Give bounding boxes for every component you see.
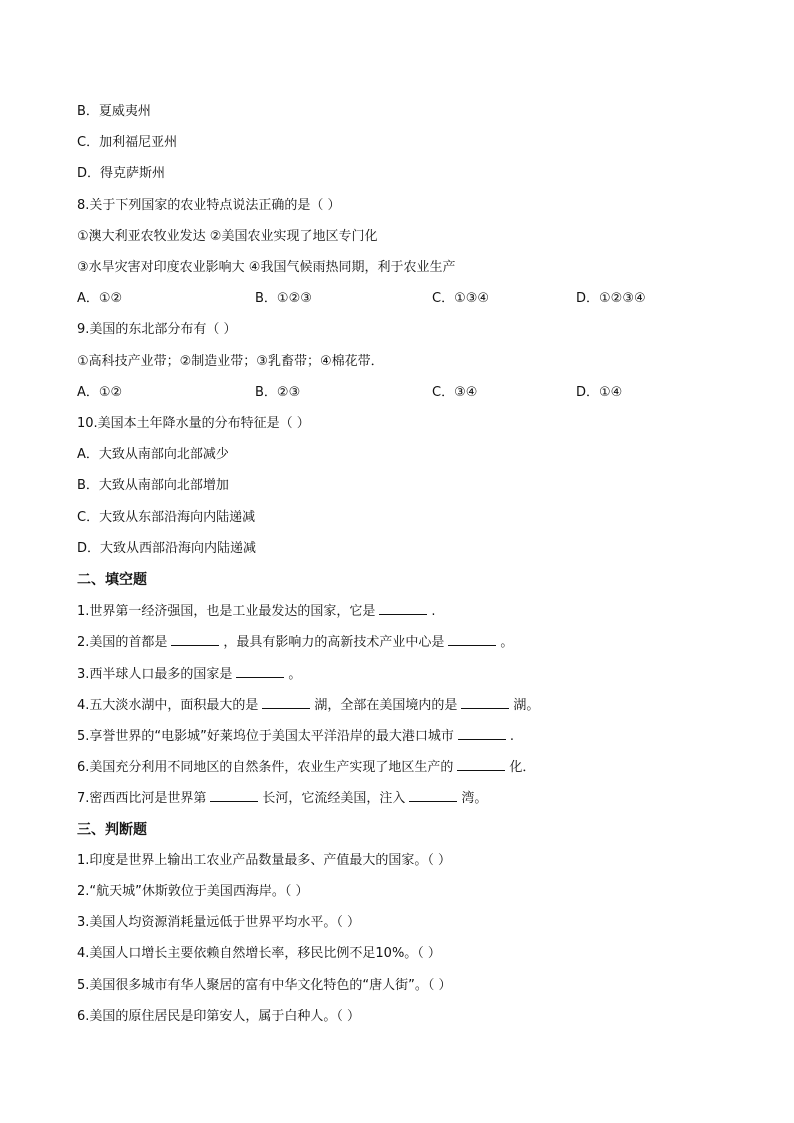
- answer-blank: [210, 788, 258, 802]
- fill-q2-end: 。: [500, 635, 514, 650]
- fill-q2-mid: ，最具有影响力的高新技术产业中心是: [223, 635, 445, 650]
- judge-question-2: 2.“航天城”休斯敦位于美国西海岸。（ ）: [77, 884, 309, 899]
- answer-blank: [448, 632, 496, 646]
- fill-q3-text: 3.西半球人口最多的国家是: [77, 667, 233, 682]
- answer-blank: [458, 726, 506, 740]
- judge-question-4: 4.美国人口增长主要依赖自然增长率，移民比例不足10%。（ ）: [77, 946, 441, 961]
- fill-q6-text: 6.美国充分利用不同地区的自然条件，农业生产实现了地区生产的: [77, 760, 454, 775]
- fill-q3-end: 。: [288, 667, 302, 682]
- section-heading-true-false: 三、判断题: [77, 822, 147, 838]
- fill-q5-text: 5.享誉世界的“电影城”好莱坞位于美国太平洋沿岸的最大港口城市: [77, 729, 454, 744]
- q8-statement-2: ③水旱灾害对印度农业影响大 ④我国气候雨热同期，利于农业生产: [77, 260, 456, 275]
- answer-blank: [409, 788, 457, 802]
- fill-q4-mid: 湖，全部在美国境内的是: [314, 698, 458, 713]
- q10-option-b: B．大致从南部向北部增加: [77, 478, 229, 493]
- q8-option-d: D．①②③④: [576, 291, 646, 306]
- answer-blank: [457, 757, 505, 771]
- q9-option-d: D．①④: [576, 385, 623, 400]
- fill-q1-text: 1.世界第一经济强国，也是工业最发达的国家，它是: [77, 604, 376, 619]
- fill-q7-mid: 长河，它流经美国，注入: [262, 791, 406, 806]
- q9-stem: 9.美国的东北部分布有（ ）: [77, 322, 237, 337]
- q7-option-d: D．得克萨斯州: [77, 166, 166, 181]
- q10-option-c: C．大致从东部沿海向内陆递减: [77, 510, 256, 525]
- answer-blank: [171, 632, 219, 646]
- fill-question-5: [77, 726, 514, 746]
- fill-q5-end: .: [509, 729, 515, 744]
- fill-question-6: [77, 757, 535, 777]
- q8-stem: 8.关于下列国家的农业特点说法正确的是（ ）: [77, 198, 341, 213]
- fill-question-2: [77, 632, 513, 652]
- fill-q7-end: 湾。: [461, 791, 488, 806]
- judge-question-3: 3.美国人均资源消耗量远低于世界平均水平。（ ）: [77, 915, 361, 930]
- fill-question-4: [77, 695, 539, 715]
- fill-question-1: [77, 601, 436, 621]
- q10-option-a: A．大致从南部向北部减少: [77, 447, 229, 462]
- judge-question-6: 6.美国的原住居民是印第安人，属于白种人。（ ）: [77, 1009, 361, 1024]
- fill-question-7: [77, 788, 487, 808]
- judge-question-1: 1.印度是世界上输出工农业产品数量最多、产值最大的国家。（ ）: [77, 853, 452, 868]
- section-heading-fill-in: 二、填空题: [77, 572, 147, 588]
- q7-option-c: C．加利福尼亚州: [77, 135, 178, 150]
- judge-question-5: 5.美国很多城市有华人聚居的富有中华文化特色的“唐人街”。（ ）: [77, 978, 452, 993]
- q7-option-b: B．夏威夷州: [77, 104, 151, 119]
- q8-option-c: C．①③④: [432, 291, 490, 306]
- fill-q1-end: .: [431, 604, 436, 619]
- q9-option-b: B．②③: [255, 385, 301, 400]
- q8-option-a: A．①②: [77, 291, 123, 306]
- fill-q7-text: 7.密西西比河是世界第: [77, 791, 207, 806]
- answer-blank: [461, 695, 509, 709]
- q9-statement: ①高科技产业带；②制造业带；③乳畜带；④棉花带．: [77, 354, 384, 369]
- fill-q2-text: 2.美国的首都是: [77, 635, 168, 650]
- fill-q4-text: 4.五大淡水湖中，面积最大的是: [77, 698, 259, 713]
- answer-blank: [236, 664, 284, 678]
- answer-blank: [262, 695, 310, 709]
- fill-question-3: [77, 664, 301, 684]
- q9-option-a: A．①②: [77, 385, 123, 400]
- answer-blank: [379, 601, 427, 615]
- q8-option-b: B．①②③: [255, 291, 312, 306]
- fill-q6-end: 化．: [509, 760, 536, 775]
- q10-option-d: D．大致从西部沿海向内陆递减: [77, 541, 257, 556]
- fill-q4-end: 湖。: [513, 698, 540, 713]
- q10-stem: 10.美国本土年降水量的分布特征是（ ）: [77, 416, 310, 431]
- q8-statement-1: ①澳大利亚农牧业发达 ②美国农业实现了地区专门化: [77, 229, 378, 244]
- q9-option-c: C．③④: [432, 385, 478, 400]
